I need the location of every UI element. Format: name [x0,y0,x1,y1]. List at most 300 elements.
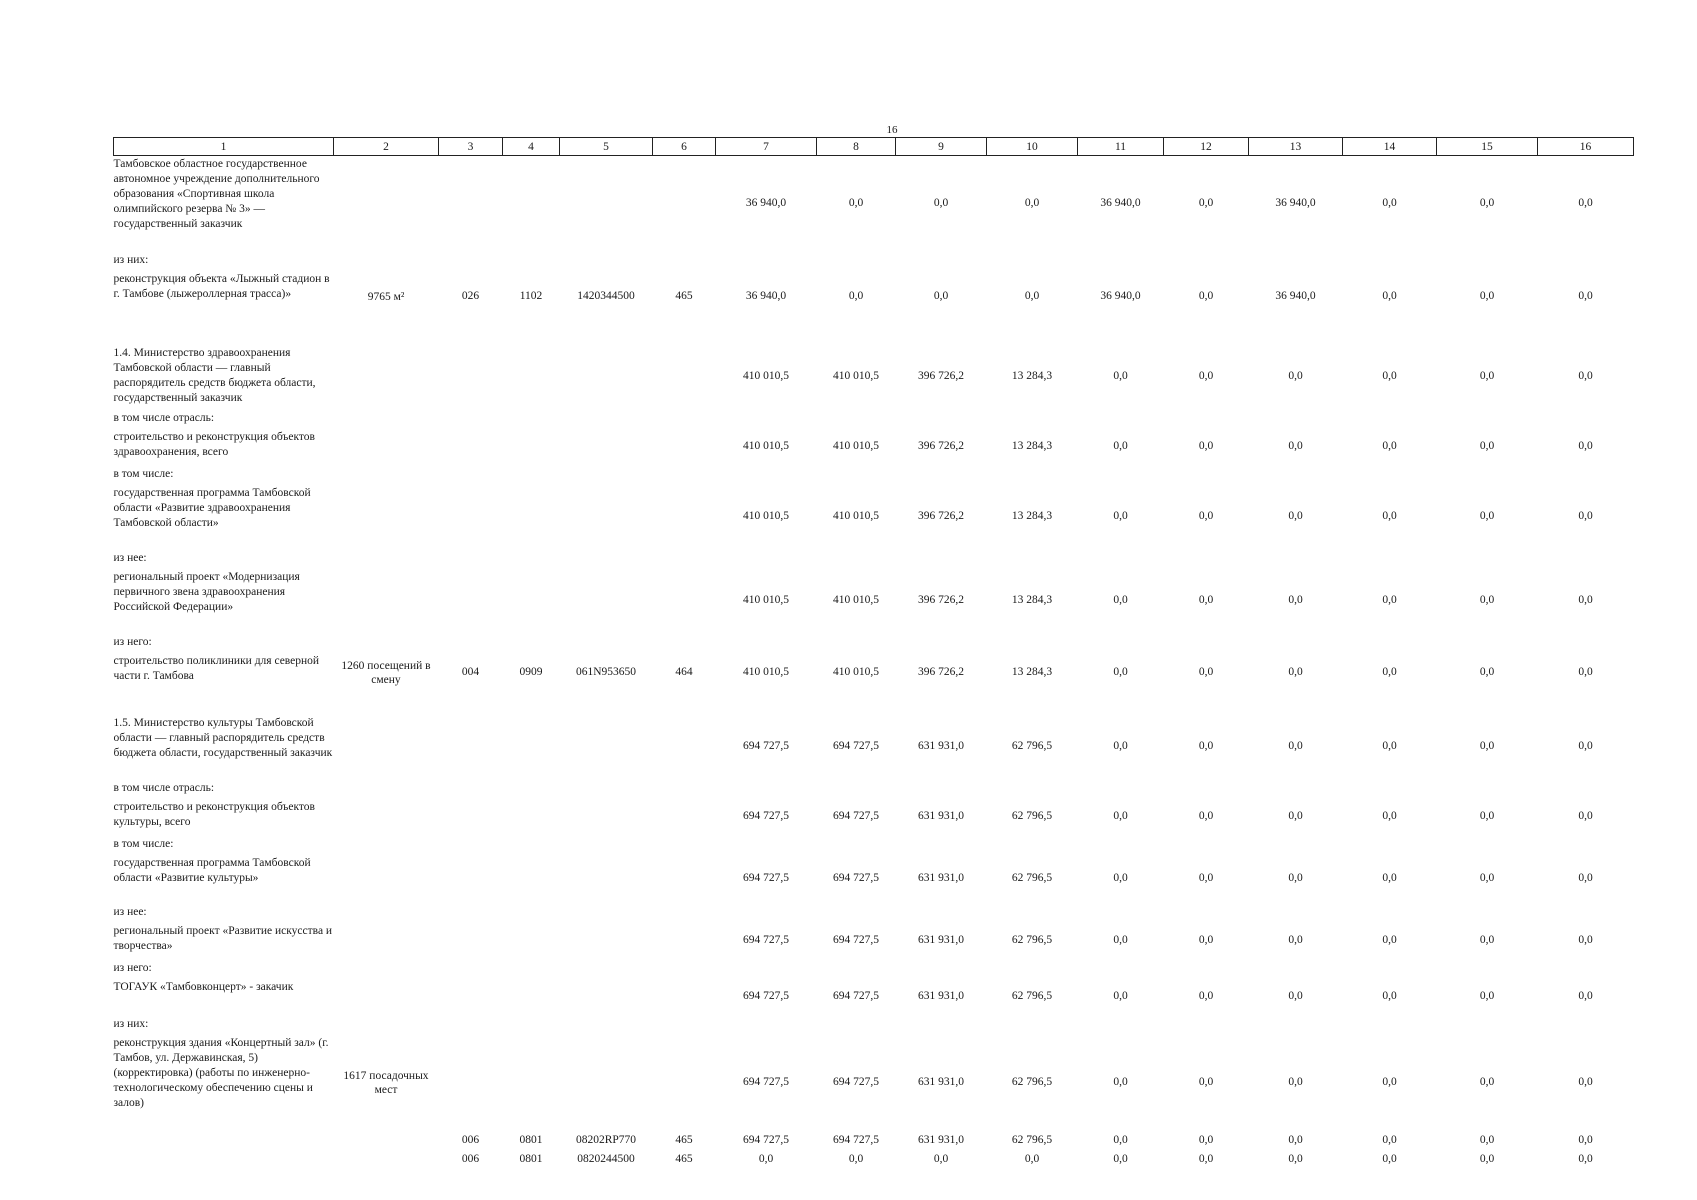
subheading-row [114,835,1634,855]
section-code-cell [503,715,560,779]
section-code-cell [503,979,560,1015]
spacer-row [114,693,1634,715]
amount-cell: 0,0 [848,1153,864,1165]
amount-cell: 0,0 [1479,934,1495,946]
amount-cell: 0,0 [1382,196,1397,209]
amount-cell: 62 796,5 [1011,1076,1053,1088]
ministry-code-cell: 026 [461,290,480,302]
column-header: 15 [1437,138,1538,156]
column-header: 11 [1078,138,1164,156]
amount-cell: 410 010,5 [833,666,879,678]
capacity-cell [334,855,439,903]
amount-cell: 62 796,5 [1011,990,1053,1002]
capacity-cell [334,715,439,779]
target-article-cell [560,855,653,903]
table-row [114,855,1634,903]
target-article-cell: 08202RP770 [575,1134,637,1146]
table-row [114,485,1634,549]
table-row [114,715,1634,779]
amount-cell: 0,0 [1288,510,1303,522]
row-name: государственная программа Тамбовской области «Развитие здравоохранения Тамбовской области» [113,486,311,529]
section-code-cell [503,569,560,633]
amount-cell: 0,0 [1113,370,1128,382]
expense-type-cell: 465 [675,1134,693,1146]
amount-cell: 396 726,2 [918,510,964,522]
target-article-cell [560,345,653,409]
section-code-cell [503,1035,560,1131]
empty-cell [334,903,1634,923]
column-header: 1 [114,138,334,156]
amount-cell: 0,0 [1479,1153,1495,1165]
amount-cell: 0,0 [1479,594,1495,606]
amount-cell: 36 940,0 [745,196,787,209]
row-subheading: из него: [113,962,152,974]
amount-cell: 0,0 [1382,1134,1397,1146]
target-article-cell [560,485,653,549]
target-article-cell [560,923,653,959]
amount-cell: 410 010,5 [743,666,789,678]
amount-cell: 694 727,5 [743,990,789,1002]
amount-cell: 0,0 [1288,370,1303,382]
empty-cell [334,251,1634,271]
amount-cell: 410 010,5 [833,440,879,452]
target-article-cell [560,429,653,465]
ministry-code-cell [439,715,503,779]
ministry-code-cell [439,156,503,251]
amount-cell: 396 726,2 [918,440,964,452]
section-code-cell [503,156,560,251]
row-subheading: из него: [113,636,152,648]
amount-cell: 13 284,3 [1011,594,1053,606]
row-subheading: из нее: [113,552,147,564]
table-row [114,1131,1634,1150]
amount-cell: 0,0 [1382,290,1397,302]
amount-cell: 396 726,2 [918,594,964,606]
table-row [114,345,1634,409]
amount-cell: 694 727,5 [743,1076,789,1088]
target-article-cell [560,156,653,251]
amount-cell: 0,0 [1288,1134,1303,1146]
capacity-cell: 1260 посещений в смену [341,659,431,686]
amount-cell: 0,0 [933,196,949,209]
amount-cell: 0,0 [1113,440,1128,452]
amount-cell: 0,0 [1578,934,1593,946]
capacity-cell [334,1150,439,1169]
column-header: 6 [653,138,716,156]
amount-cell: 396 726,2 [918,370,964,382]
amount-cell: 410 010,5 [743,510,789,522]
amount-cell: 0,0 [1198,1134,1214,1146]
row-name: государственная программа Тамбовской области «Развитие культуры» [113,856,311,884]
amount-cell: 0,0 [1198,934,1214,946]
ministry-code-cell [439,569,503,633]
ministry-code-cell [439,345,503,409]
amount-cell: 0,0 [1578,370,1593,382]
expense-type-cell [653,429,716,465]
subheading-row [114,409,1634,429]
ministry-code-cell [439,429,503,465]
amount-cell: 0,0 [1288,934,1303,946]
amount-cell: 0,0 [933,290,949,302]
ministry-code-cell: 006 [461,1134,480,1146]
spacer-cell [114,323,1634,345]
table-row [114,429,1634,465]
amount-cell: 396 726,2 [918,666,964,678]
amount-cell: 0,0 [1578,594,1593,606]
target-article-cell [560,569,653,633]
amount-cell: 0,0 [1288,740,1303,752]
amount-cell: 0,0 [1288,440,1303,452]
capacity-cell [334,923,439,959]
amount-cell: 0,0 [1198,370,1214,382]
subheading-row [114,959,1634,979]
amount-cell: 0,0 [1288,1153,1303,1165]
amount-cell: 62 796,5 [1011,810,1053,822]
amount-cell: 0,0 [1113,1076,1128,1088]
expense-type-cell [653,715,716,779]
row-name: строительство и реконструкция объектов культуры, всего [113,800,315,828]
amount-cell: 0,0 [1578,440,1593,452]
row-subheading: в том числе отрасль: [113,782,215,794]
table-row [114,271,1634,323]
amount-cell: 631 931,0 [918,872,964,884]
amount-cell: 0,0 [1288,666,1303,678]
amount-cell: 0,0 [1288,990,1303,1002]
section-code-cell: 0909 [519,666,543,678]
capacity-cell [334,979,439,1015]
target-article-cell [560,1035,653,1131]
expense-type-cell: 465 [675,290,693,302]
amount-cell: 0,0 [1578,1076,1593,1088]
column-header: 4 [503,138,560,156]
page-number: 16 [886,124,898,136]
column-header: 8 [817,138,896,156]
amount-cell: 0,0 [1113,1153,1128,1165]
row-subheading: в том числе: [113,468,174,480]
ministry-code-cell [439,855,503,903]
expense-type-cell: 465 [675,1153,693,1165]
amount-cell: 0,0 [1382,510,1397,522]
empty-cell [334,959,1634,979]
amount-cell: 0,0 [1198,440,1214,452]
amount-cell: 0,0 [1288,1076,1303,1088]
amount-cell: 0,0 [1479,872,1495,884]
row-name: реконструкция объекта «Лыжный стадион в г. Тамбове (лыжероллерная трасса)» [113,272,330,300]
amount-cell: 0,0 [1479,196,1495,209]
empty-cell [334,779,1634,799]
expense-type-cell [653,569,716,633]
empty-cell [334,465,1634,485]
amount-cell: 694 727,5 [833,934,879,946]
target-article-cell [560,979,653,1015]
amount-cell: 0,0 [1479,290,1495,302]
table-row [114,1150,1634,1169]
amount-cell: 0,0 [1479,1134,1495,1146]
ministry-code-cell [439,485,503,549]
subheading-row [114,549,1634,569]
target-article-cell: 1420344500 [577,290,635,302]
row-name [114,1150,334,1169]
amount-cell: 694 727,5 [833,740,879,752]
table-row [114,799,1634,835]
amount-cell: 0,0 [1198,872,1214,884]
empty-cell [334,549,1634,569]
capacity-cell [334,156,439,251]
target-article-cell: 061N953650 [575,666,637,678]
amount-cell: 0,0 [848,290,864,302]
amount-cell: 0,0 [1198,666,1214,678]
amount-cell: 36 940,0 [1100,196,1141,209]
ministry-code-cell: 004 [461,666,480,678]
expense-type-cell [653,855,716,903]
ministry-code-cell [439,979,503,1015]
amount-cell: 0,0 [1578,666,1593,678]
section-code-cell [503,345,560,409]
subheading-row [114,465,1634,485]
amount-cell: 0,0 [1288,810,1303,822]
amount-cell: 631 931,0 [918,990,964,1002]
amount-cell: 0,0 [1198,594,1214,606]
capacity-cell: 9765 м² [367,290,405,303]
target-article-cell [560,715,653,779]
column-header: 12 [1164,138,1249,156]
amount-cell: 0,0 [1113,990,1128,1002]
amount-cell: 0,0 [1382,370,1397,382]
subheading-row [114,903,1634,923]
column-header: 2 [334,138,439,156]
amount-cell: 0,0 [1382,1076,1397,1088]
row-name: реконструкция здания «Концертный зал» (г. Тамбов, ул. Державинская, 5) (корректировка) (работы по инженерно-технологическому обеспечению сцены и залов) [113,1036,329,1109]
amount-cell: 0,0 [1479,666,1495,678]
amount-cell: 0,0 [1479,370,1495,382]
amount-cell: 0,0 [1024,1153,1040,1165]
amount-cell: 0,0 [1198,990,1214,1002]
amount-cell: 0,0 [848,196,864,209]
amount-cell: 0,0 [1113,510,1128,522]
amount-cell: 694 727,5 [743,740,789,752]
amount-cell: 694 727,5 [743,1134,789,1146]
expense-type-cell: 464 [675,666,693,678]
amount-cell: 410 010,5 [743,370,789,382]
amount-cell: 0,0 [1198,1076,1214,1088]
row-name: ТОГАУК «Тамбовконцерт» - закачик [113,980,294,993]
amount-cell: 694 727,5 [833,1134,879,1146]
table-row [114,1035,1634,1131]
amount-cell: 0,0 [1382,810,1397,822]
column-header: 3 [439,138,503,156]
amount-cell: 0,0 [1382,872,1397,884]
section-code-cell [503,485,560,549]
amount-cell: 0,0 [1198,810,1214,822]
amount-cell: 0,0 [1578,1134,1593,1146]
amount-cell: 0,0 [1578,740,1593,752]
amount-cell: 0,0 [1198,196,1214,209]
amount-cell: 0,0 [1382,1153,1397,1165]
row-name: Тамбовское областное государственное автономное учреждение дополнительного образования «Спортивная школа олимпийского резерва № 3» — государственный заказчик [113,158,320,230]
column-header: 9 [896,138,987,156]
amount-cell: 13 284,3 [1011,370,1053,382]
amount-cell: 0,0 [1578,990,1593,1002]
column-header: 16 [1538,138,1634,156]
amount-cell: 0,0 [1113,1134,1128,1146]
empty-cell [334,1015,1634,1035]
table-row [114,923,1634,959]
amount-cell: 0,0 [1113,594,1128,606]
amount-cell: 0,0 [1382,594,1397,606]
amount-cell: 694 727,5 [743,872,789,884]
amount-cell: 13 284,3 [1011,510,1053,522]
amount-cell: 0,0 [1198,1153,1214,1165]
amount-cell: 410 010,5 [833,370,879,382]
section-code-cell [503,429,560,465]
row-subheading: в том числе отрасль: [113,412,215,424]
ministry-code-cell [439,923,503,959]
amount-cell: 410 010,5 [833,510,879,522]
amount-cell: 410 010,5 [743,594,789,606]
column-header: 14 [1343,138,1437,156]
amount-cell: 631 931,0 [918,1134,964,1146]
row-name: 1.5. Министерство культуры Тамбовской области — главный распорядитель средств бюджета области, государственный заказчик [113,716,333,759]
capacity-cell [334,569,439,633]
amount-cell: 62 796,5 [1011,934,1053,946]
amount-cell: 0,0 [1479,740,1495,752]
row-subheading: в том числе: [113,838,174,850]
section-code-cell: 1102 [519,290,543,302]
budget-table [113,137,1634,1169]
ministry-code-cell [439,799,503,835]
amount-cell: 0,0 [1382,990,1397,1002]
empty-cell [334,633,1634,653]
amount-cell: 0,0 [1578,810,1593,822]
section-code-cell [503,855,560,903]
amount-cell: 0,0 [1479,510,1495,522]
amount-cell: 631 931,0 [918,740,964,752]
spacer-cell [114,693,1634,715]
amount-cell: 0,0 [1024,290,1040,302]
amount-cell: 410 010,5 [833,594,879,606]
capacity-cell [334,345,439,409]
capacity-cell [334,429,439,465]
column-header: 10 [987,138,1078,156]
amount-cell: 631 931,0 [918,934,964,946]
amount-cell: 631 931,0 [918,810,964,822]
amount-cell: 0,0 [1578,510,1593,522]
amount-cell: 0,0 [1288,594,1303,606]
section-code-cell: 0801 [519,1153,543,1165]
amount-cell: 62 796,5 [1011,1134,1053,1146]
table-row [114,156,1634,251]
row-subheading: из нее: [113,906,147,918]
amount-cell: 694 727,5 [743,810,789,822]
subheading-row [114,1015,1634,1035]
section-code-cell [503,799,560,835]
amount-cell: 0,0 [1382,440,1397,452]
amount-cell: 694 727,5 [743,934,789,946]
column-header: 5 [560,138,653,156]
column-header: 13 [1249,138,1343,156]
amount-cell: 694 727,5 [833,872,879,884]
row-name: строительство и реконструкция объектов здравоохранения, всего [113,430,315,458]
spacer-row [114,323,1634,345]
empty-cell [334,835,1634,855]
expense-type-cell [653,799,716,835]
target-article-cell [560,799,653,835]
amount-cell: 0,0 [1113,810,1128,822]
amount-cell: 0,0 [1479,1076,1495,1088]
amount-cell: 62 796,5 [1011,872,1053,884]
column-header: 7 [716,138,817,156]
amount-cell: 36 940,0 [1100,290,1141,302]
amount-cell: 0,0 [1382,740,1397,752]
amount-cell: 0,0 [1113,666,1128,678]
amount-cell: 62 796,5 [1011,740,1053,752]
amount-cell: 0,0 [1113,740,1128,752]
amount-cell: 13 284,3 [1011,666,1053,678]
amount-cell: 0,0 [1578,872,1593,884]
row-name: 1.4. Министерство здравоохранения Тамбовской области — главный распорядитель средств бюджета области, государственный заказчик [113,346,316,404]
amount-cell: 0,0 [1198,740,1214,752]
section-code-cell [503,923,560,959]
amount-cell: 410 010,5 [743,440,789,452]
amount-cell: 0,0 [1479,990,1495,1002]
amount-cell: 36 940,0 [1275,290,1316,302]
capacity-cell: 1617 посадочных мест [343,1069,429,1096]
expense-type-cell [653,979,716,1015]
row-name: строительство поликлиники для северной части г. Тамбова [113,654,320,682]
amount-cell: 0,0 [1479,440,1495,452]
expense-type-cell [653,485,716,549]
amount-cell: 0,0 [1578,290,1593,302]
expense-type-cell [653,345,716,409]
amount-cell: 0,0 [1113,934,1128,946]
row-name: региональный проект «Развитие искусства и творчества» [113,924,333,952]
amount-cell: 0,0 [1382,666,1397,678]
section-code-cell: 0801 [519,1134,543,1146]
amount-cell: 0,0 [1198,510,1214,522]
table-row [114,653,1634,693]
amount-cell: 0,0 [758,1153,774,1165]
amount-cell: 0,0 [1024,196,1040,209]
subheading-row [114,633,1634,653]
amount-cell: 13 284,3 [1011,440,1053,452]
expense-type-cell [653,923,716,959]
row-subheading: из них: [113,254,149,266]
ministry-code-cell [439,1035,503,1131]
expense-type-cell [653,1035,716,1131]
amount-cell: 694 727,5 [833,1076,879,1088]
amount-cell: 0,0 [1578,1153,1593,1165]
subheading-row [114,251,1634,271]
amount-cell: 0,0 [1113,872,1128,884]
ministry-code-cell: 006 [461,1153,480,1165]
amount-cell: 36 940,0 [745,290,787,302]
expense-type-cell [653,156,716,251]
table-row [114,979,1634,1015]
amount-cell: 694 727,5 [833,810,879,822]
amount-cell: 0,0 [1578,196,1593,209]
target-article-cell: 0820244500 [577,1153,635,1165]
amount-cell: 0,0 [1198,290,1214,302]
subheading-row [114,779,1634,799]
amount-cell: 0,0 [933,1153,949,1165]
amount-cell: 631 931,0 [918,1076,964,1088]
empty-cell [334,409,1634,429]
amount-cell: 36 940,0 [1275,196,1316,209]
amount-cell: 0,0 [1382,934,1397,946]
capacity-cell [334,799,439,835]
column-number-header [114,138,1634,156]
capacity-cell [334,1131,439,1150]
